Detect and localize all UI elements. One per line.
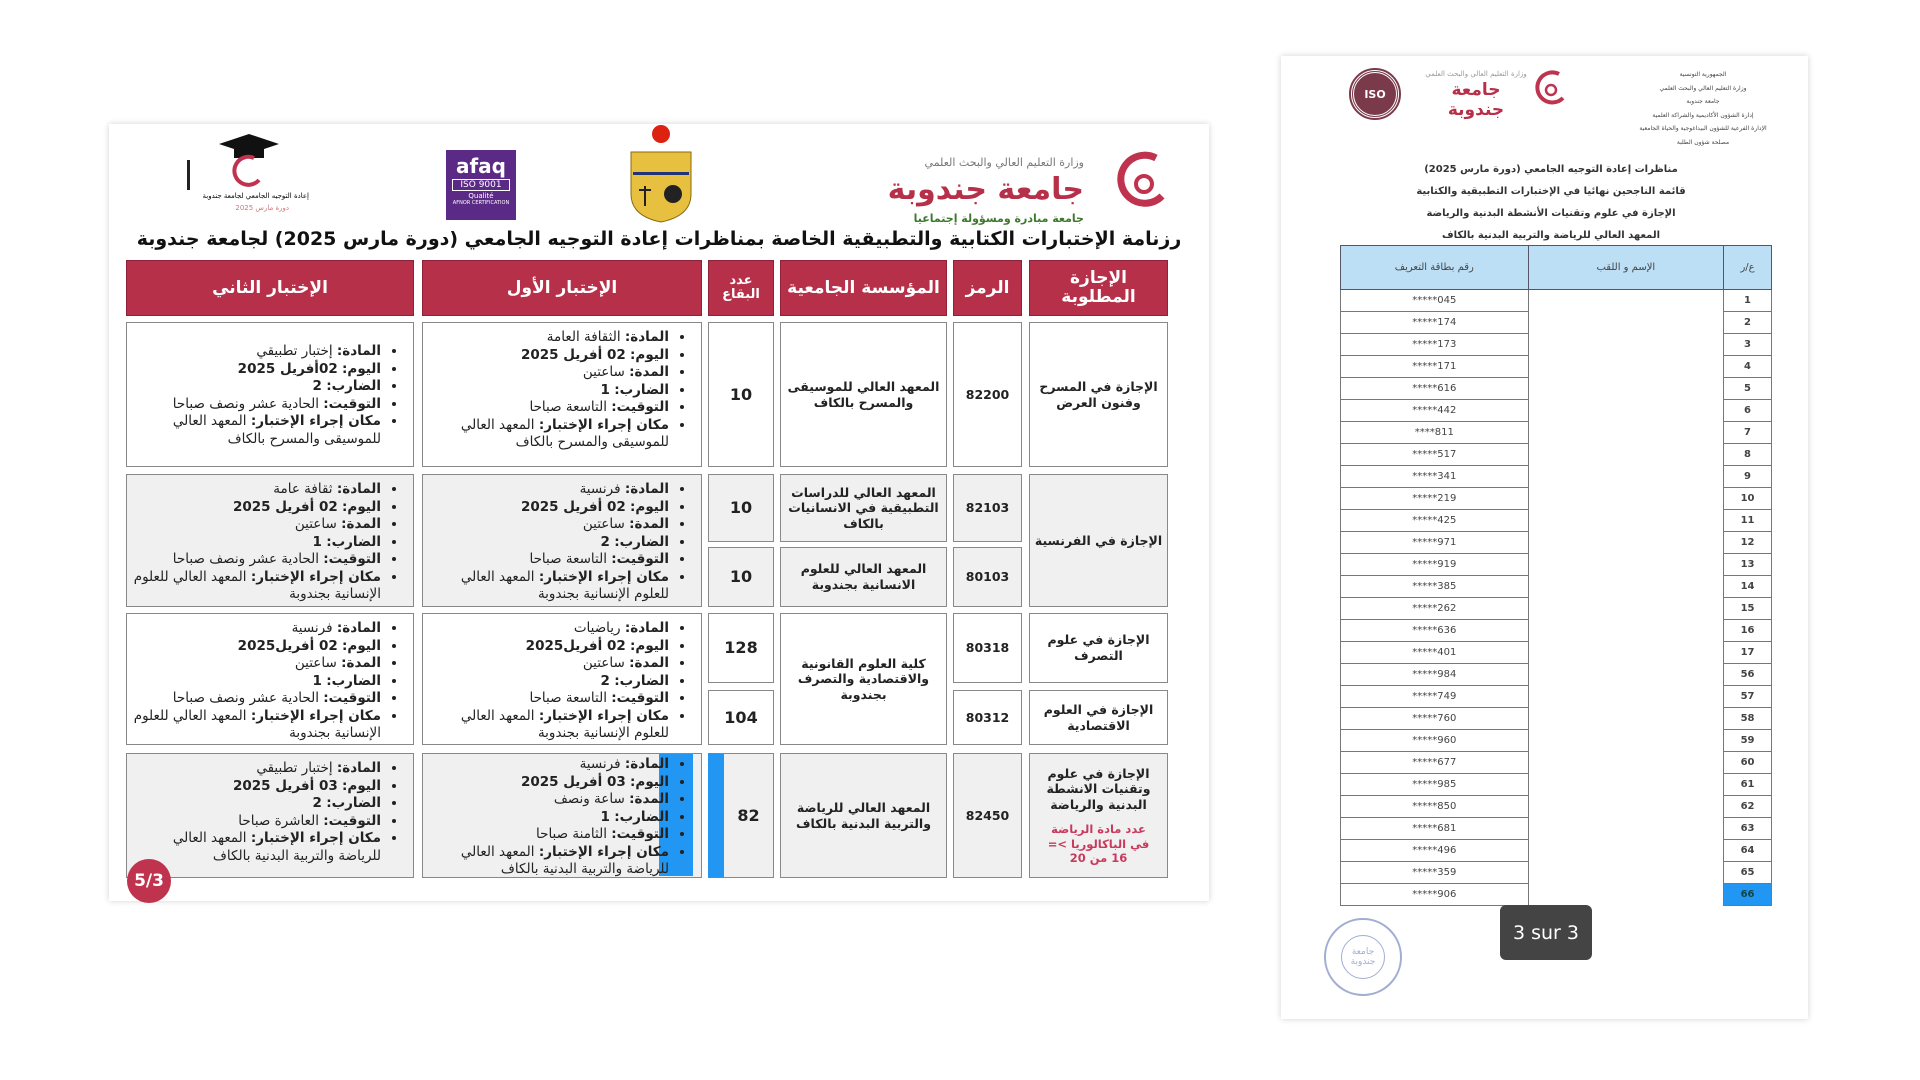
full-name bbox=[1528, 884, 1724, 906]
licence-cell: الإجازة في المسرح وفنون العرض bbox=[1029, 322, 1168, 467]
seats-cell: 10 bbox=[708, 547, 774, 607]
exam1-cell bbox=[422, 753, 702, 878]
row-number: 62 bbox=[1724, 796, 1772, 818]
row-number: 2 bbox=[1724, 312, 1772, 334]
row-number: 16 bbox=[1724, 620, 1772, 642]
licence-name: الإجازة في علوم وتقنيات الانشطة البدنية والرياضة bbox=[1046, 765, 1151, 812]
result-row bbox=[1341, 642, 1772, 664]
seats-cell: 10 bbox=[708, 322, 774, 467]
exam-day: • اليوم: 02 أفريل 2025 bbox=[133, 499, 381, 517]
result-row bbox=[1341, 466, 1772, 488]
exam-coef: • الضارب: 1 bbox=[429, 809, 669, 827]
result-row bbox=[1341, 576, 1772, 598]
id-number: *****960 bbox=[1341, 730, 1529, 752]
exam-coef: • الضارب: 2 bbox=[133, 378, 381, 396]
exam1-cell bbox=[422, 322, 702, 467]
exam-time: • التوقيت: الحادية عشر ونصف صباحا bbox=[133, 690, 381, 708]
id-number: *****045 bbox=[1341, 290, 1529, 312]
institution-cell: المعهد العالي للموسيقى والمسرح بالكاف bbox=[780, 322, 947, 467]
id-number: *****677 bbox=[1341, 752, 1529, 774]
session-logo bbox=[179, 130, 309, 225]
results-table bbox=[1340, 245, 1772, 906]
admin-line: الإدارة الفرعية للشؤون البيداغوجية والحياة الجامعية bbox=[1639, 125, 1767, 132]
exam-place: • مكان إجراء الإختبار: المعهد العالي للعلوم الإنسانية بجندوبة bbox=[429, 569, 669, 604]
stamp-text: جامعة جندوبة bbox=[1341, 935, 1385, 979]
institution-cell: المعهد العالي للدراسات التطبيقية في الانسانيات بالكاف bbox=[780, 474, 947, 542]
row-number: 6 bbox=[1724, 400, 1772, 422]
result-row bbox=[1341, 378, 1772, 400]
exam-place: • مكان إجراء الإختبار: المعهد العالي للعلوم الإنسانية بجندوبة bbox=[133, 569, 381, 604]
exam-duration: • المدة: ساعتين bbox=[429, 364, 669, 382]
id-number: *****341 bbox=[1341, 466, 1529, 488]
coat-of-arms-icon bbox=[627, 124, 695, 224]
row-number: 5 bbox=[1724, 378, 1772, 400]
result-row bbox=[1341, 620, 1772, 642]
exam-duration: • المدة: ساعة ونصف bbox=[429, 791, 669, 809]
full-name bbox=[1528, 730, 1724, 752]
row-number: 60 bbox=[1724, 752, 1772, 774]
results-title: مناظرات إعادة التوجيه الجامعي (دورة مارس 2025) bbox=[1424, 164, 1678, 175]
row-number: 57 bbox=[1724, 686, 1772, 708]
row-number: 13 bbox=[1724, 554, 1772, 576]
exam2-cell bbox=[126, 753, 414, 878]
full-name bbox=[1528, 466, 1724, 488]
iso-seal-text: ISO bbox=[1364, 87, 1386, 101]
full-name bbox=[1528, 510, 1724, 532]
document-title: رزنامة الإختبارات الكتابية والتطبيقية الخاصة بمناظرات إعادة التوجيه الجامعي (دورة مارس 2025) لجامعة جندوبة bbox=[136, 228, 1182, 250]
code-cell: 82450 bbox=[953, 753, 1022, 878]
id-number: *****681 bbox=[1341, 818, 1529, 840]
licence-cell: الإجازة في العلوم الاقتصادية bbox=[1029, 690, 1168, 745]
full-name bbox=[1528, 598, 1724, 620]
exam-duration: • المدة: ساعتين bbox=[133, 655, 381, 673]
university-logo bbox=[1112, 146, 1174, 216]
header-seats: عدد البقاع bbox=[708, 260, 774, 316]
seats-cell: 10 bbox=[708, 474, 774, 542]
exam-time: • التوقيت: التاسعة صباحا bbox=[429, 399, 669, 417]
full-name bbox=[1528, 620, 1724, 642]
full-name bbox=[1528, 576, 1724, 598]
exam-coef: • الضارب: 1 bbox=[429, 382, 669, 400]
results-document bbox=[1281, 56, 1808, 1019]
result-row bbox=[1341, 796, 1772, 818]
row-number: 17 bbox=[1724, 642, 1772, 664]
row-number: 9 bbox=[1724, 466, 1772, 488]
page-badge: 5/3 bbox=[127, 859, 171, 903]
id-number: *****401 bbox=[1341, 642, 1529, 664]
full-name bbox=[1528, 378, 1724, 400]
full-name bbox=[1528, 532, 1724, 554]
result-row bbox=[1341, 532, 1772, 554]
page-indicator: 3 sur 3 bbox=[1500, 905, 1592, 960]
results-title: الإجازة في علوم وتقنيات الأنشطة البدنية والرياضة bbox=[1426, 208, 1676, 219]
exam-subject: • المادة: فرنسية bbox=[429, 481, 669, 499]
exam2-cell bbox=[126, 474, 414, 607]
row-number: 64 bbox=[1724, 840, 1772, 862]
exam-coef: • الضارب: 1 bbox=[133, 673, 381, 691]
institution-cell: كلية العلوم القانونية والاقتصادية والتصرف بجندوبة bbox=[780, 613, 947, 745]
exam-subject: • المادة: إختبار تطبيقي bbox=[133, 760, 381, 778]
university-stamp bbox=[1324, 918, 1402, 996]
university-name: جامعة جندوبة bbox=[1447, 80, 1505, 120]
institution-cell: المعهد العالي للرياضة والتربية البدنية بالكاف bbox=[780, 753, 947, 878]
row-number: 66 bbox=[1724, 884, 1772, 906]
admin-line: الجمهورية التونسية bbox=[1679, 71, 1727, 78]
result-row bbox=[1341, 884, 1772, 906]
full-name bbox=[1528, 708, 1724, 730]
full-name bbox=[1528, 642, 1724, 664]
full-name bbox=[1528, 356, 1724, 378]
id-number: *****985 bbox=[1341, 774, 1529, 796]
iso-seal bbox=[1351, 70, 1399, 118]
exam-day: • اليوم: 03 أفريل 2025 bbox=[133, 778, 381, 796]
exam1-cell bbox=[422, 474, 702, 607]
id-number: *****174 bbox=[1341, 312, 1529, 334]
id-number: *****173 bbox=[1341, 334, 1529, 356]
admin-header bbox=[1633, 68, 1773, 149]
ministry-name: وزارة التعليم العالي والبحث العلمي bbox=[924, 156, 1084, 169]
header-id: رقم بطاقة التعريف bbox=[1341, 246, 1529, 290]
exam-coef: • الضارب: 1 bbox=[133, 534, 381, 552]
row-number: 65 bbox=[1724, 862, 1772, 884]
code-cell: 80318 bbox=[953, 613, 1022, 683]
id-number: *****359 bbox=[1341, 862, 1529, 884]
licence-cell: الإجازة في علوم التصرف bbox=[1029, 613, 1168, 683]
id-number: *****636 bbox=[1341, 620, 1529, 642]
id-number: *****919 bbox=[1341, 554, 1529, 576]
result-row bbox=[1341, 840, 1772, 862]
result-row bbox=[1341, 312, 1772, 334]
result-row bbox=[1341, 708, 1772, 730]
exam-subject: • المادة: فرنسية bbox=[429, 756, 669, 774]
institution-cell: المعهد العالي للعلوم الانسانية بجندوبة bbox=[780, 547, 947, 607]
afaq-iso-logo bbox=[446, 150, 516, 220]
header-name: الإسم و اللقب bbox=[1528, 246, 1724, 290]
full-name bbox=[1528, 664, 1724, 686]
id-number: *****219 bbox=[1341, 488, 1529, 510]
exam-day: • اليوم: 02 أفريل2025 bbox=[429, 638, 669, 656]
full-name bbox=[1528, 444, 1724, 466]
id-number: *****385 bbox=[1341, 576, 1529, 598]
session-logo-line1: إعادة التوجيه الجامعي لجامعة جندوبة bbox=[202, 192, 309, 200]
header-licence: الإجازة المطلوبة bbox=[1029, 260, 1168, 316]
id-number: *****749 bbox=[1341, 686, 1529, 708]
seats-cell: 104 bbox=[708, 690, 774, 745]
licence-cell bbox=[1029, 753, 1168, 878]
row-number: 59 bbox=[1724, 730, 1772, 752]
university-emblem-icon bbox=[1112, 146, 1174, 216]
exam-place: • مكان إجراء الإختبار: المعهد العالي للعلوم الإنسانية بجندوبة bbox=[429, 708, 669, 743]
seats-cell: 82 bbox=[708, 753, 774, 878]
code-cell: 80103 bbox=[953, 547, 1022, 607]
id-number: *****425 bbox=[1341, 510, 1529, 532]
exam-place: • مكان إجراء الإختبار: المعهد العالي للرياضة والتربية البدنية بالكاف bbox=[429, 844, 669, 879]
exam-day: • اليوم: 02 أفريل 2025 bbox=[429, 499, 669, 517]
row-number: 7 bbox=[1724, 422, 1772, 444]
full-name bbox=[1528, 334, 1724, 356]
exam2-cell bbox=[126, 322, 414, 467]
full-name bbox=[1528, 818, 1724, 840]
exam-coef: • الضارب: 2 bbox=[133, 795, 381, 813]
full-name bbox=[1528, 554, 1724, 576]
full-name bbox=[1528, 862, 1724, 884]
row-number: 56 bbox=[1724, 664, 1772, 686]
result-row bbox=[1341, 686, 1772, 708]
session-logo-line2: دورة مارس 2025 bbox=[235, 204, 289, 212]
iso-quality: Qualité bbox=[468, 192, 494, 200]
full-name bbox=[1528, 774, 1724, 796]
header-exam2: الإختبار الثاني bbox=[126, 260, 414, 316]
row-number: 1 bbox=[1724, 290, 1772, 312]
iso-org: AFNOR CERTIFICATION bbox=[452, 200, 510, 206]
result-row bbox=[1341, 752, 1772, 774]
full-name bbox=[1528, 752, 1724, 774]
exam-coef: • الضارب: 2 bbox=[429, 534, 669, 552]
result-row bbox=[1341, 818, 1772, 840]
id-number: *****850 bbox=[1341, 796, 1529, 818]
exam-coef: • الضارب: 2 bbox=[429, 673, 669, 691]
header-code: الرمز bbox=[953, 260, 1022, 316]
id-number: ****811 bbox=[1341, 422, 1529, 444]
full-name bbox=[1528, 488, 1724, 510]
exam-duration: • المدة: ساعتين bbox=[429, 516, 669, 534]
exam-day: • اليوم: 02 أفريل2025 bbox=[133, 638, 381, 656]
results-title: قائمة الناجحين نهائيا في الإختبارات التطبيقية والكتابية bbox=[1416, 186, 1686, 197]
id-number: *****971 bbox=[1341, 532, 1529, 554]
id-number: *****171 bbox=[1341, 356, 1529, 378]
result-row bbox=[1341, 510, 1772, 532]
header-exam1: الإختبار الأول bbox=[422, 260, 702, 316]
results-titles bbox=[1341, 159, 1761, 247]
exam-subject: • المادة: ثقافة عامة bbox=[133, 481, 381, 499]
exam-day: • اليوم: 03 أفريل 2025 bbox=[429, 774, 669, 792]
row-number: 8 bbox=[1724, 444, 1772, 466]
university-emblem-icon bbox=[1531, 66, 1571, 110]
exam-subject: • المادة: رياضيات bbox=[429, 620, 669, 638]
exam-time: • التوقيت: الحادية عشر ونصف صباحا bbox=[133, 551, 381, 569]
ministry-name: وزارة التعليم العالي والبحث العلمي bbox=[1425, 70, 1527, 78]
full-name bbox=[1528, 686, 1724, 708]
full-name bbox=[1528, 400, 1724, 422]
afaq-brand: afaq bbox=[455, 154, 506, 178]
result-row bbox=[1341, 422, 1772, 444]
seats-cell: 128 bbox=[708, 613, 774, 683]
result-row bbox=[1341, 488, 1772, 510]
exam-time: • التوقيت: العاشرة صباحا bbox=[133, 813, 381, 831]
full-name bbox=[1528, 312, 1724, 334]
id-number: *****616 bbox=[1341, 378, 1529, 400]
admin-line: مصلحة شؤون الطلبة bbox=[1676, 138, 1730, 146]
full-name bbox=[1528, 290, 1724, 312]
row-number: 58 bbox=[1724, 708, 1772, 730]
admin-line: إدارة الشؤون الأكاديمية والشراكة العلمية bbox=[1652, 111, 1754, 119]
row-number: 3 bbox=[1724, 334, 1772, 356]
id-number: *****262 bbox=[1341, 598, 1529, 620]
id-number: *****442 bbox=[1341, 400, 1529, 422]
exam-time: • التوقيت: التاسعة صباحا bbox=[429, 551, 669, 569]
header-num: ع/ر bbox=[1724, 246, 1772, 290]
tunisia-coat-of-arms bbox=[627, 124, 695, 224]
result-row bbox=[1341, 334, 1772, 356]
row-number: 15 bbox=[1724, 598, 1772, 620]
row-number: 14 bbox=[1724, 576, 1772, 598]
result-row bbox=[1341, 356, 1772, 378]
admin-line: جامعة جندوبة bbox=[1686, 98, 1720, 105]
code-cell: 82103 bbox=[953, 474, 1022, 542]
exam-time: • التوقيت: التاسعة صباحا bbox=[429, 690, 669, 708]
exam-time: • التوقيت: الحادية عشر ونصف صباحا bbox=[133, 396, 381, 414]
result-row bbox=[1341, 598, 1772, 620]
row-number: 11 bbox=[1724, 510, 1772, 532]
admission-condition: عدد مادة الرياضة في الباكالوريا >= 16 من 20 bbox=[1047, 822, 1150, 866]
graduation-cap-icon bbox=[179, 130, 309, 190]
row-number: 63 bbox=[1724, 818, 1772, 840]
exam-day: • اليوم: 02أفريل 2025 bbox=[133, 361, 381, 379]
full-name bbox=[1528, 422, 1724, 444]
result-row bbox=[1341, 554, 1772, 576]
exam-place: • مكان إجراء الإختبار: المعهد العالي للموسيقى والمسرح بالكاف bbox=[429, 417, 669, 452]
exam-place: • مكان إجراء الإختبار: المعهد العالي للعلوم الإنسانية بجندوبة bbox=[133, 708, 381, 743]
iso-cert: ISO 9001 bbox=[452, 179, 510, 191]
result-row bbox=[1341, 400, 1772, 422]
row-number: 10 bbox=[1724, 488, 1772, 510]
header-institution: المؤسسة الجامعية bbox=[780, 260, 947, 316]
result-row bbox=[1341, 730, 1772, 752]
result-row bbox=[1341, 774, 1772, 796]
id-number: *****517 bbox=[1341, 444, 1529, 466]
full-name bbox=[1528, 840, 1724, 862]
results-title: المعهد العالي للرياضة والتربية البدنية بالكاف bbox=[1441, 230, 1661, 241]
full-name bbox=[1528, 796, 1724, 818]
row-number: 61 bbox=[1724, 774, 1772, 796]
admin-line: وزارة التعليم العالي والبحث العلمي bbox=[1659, 84, 1747, 92]
exam-subject: • المادة: فرنسية bbox=[133, 620, 381, 638]
result-row bbox=[1341, 290, 1772, 312]
exam-duration: • المدة: ساعتين bbox=[429, 655, 669, 673]
university-slogan: جامعة مبادرة ومسؤولة إجتماعيا bbox=[913, 212, 1084, 225]
exam-time: • التوقيت: الثامنة صباحا bbox=[429, 826, 669, 844]
result-row bbox=[1341, 444, 1772, 466]
result-row bbox=[1341, 862, 1772, 884]
code-cell: 80312 bbox=[953, 690, 1022, 745]
id-number: *****496 bbox=[1341, 840, 1529, 862]
code-cell: 82200 bbox=[953, 322, 1022, 467]
exam-subject: • المادة: الثقافة العامة bbox=[429, 329, 669, 347]
result-row bbox=[1341, 664, 1772, 686]
id-number: *****984 bbox=[1341, 664, 1529, 686]
row-number: 12 bbox=[1724, 532, 1772, 554]
id-number: *****906 bbox=[1341, 884, 1529, 906]
exam-place: • مكان إجراء الإختبار: المعهد العالي للرياضة والتربية البدنية بالكاف bbox=[133, 830, 381, 865]
exam-day: • اليوم: 02 أفريل 2025 bbox=[429, 347, 669, 365]
exam2-cell bbox=[126, 613, 414, 745]
exam-duration: • المدة: ساعتين bbox=[133, 516, 381, 534]
exam1-cell bbox=[422, 613, 702, 745]
university-name: جامعة جندوبة bbox=[887, 172, 1084, 207]
row-number: 4 bbox=[1724, 356, 1772, 378]
id-number: *****760 bbox=[1341, 708, 1529, 730]
exam-place: • مكان إجراء الإختبار: المعهد العالي للموسيقى والمسرح بالكاف bbox=[133, 413, 381, 448]
exam-subject: • المادة: إختبار تطبيقي bbox=[133, 343, 381, 361]
schedule-document bbox=[109, 124, 1209, 901]
licence-cell: الإجازة في الفرنسية bbox=[1029, 474, 1168, 607]
